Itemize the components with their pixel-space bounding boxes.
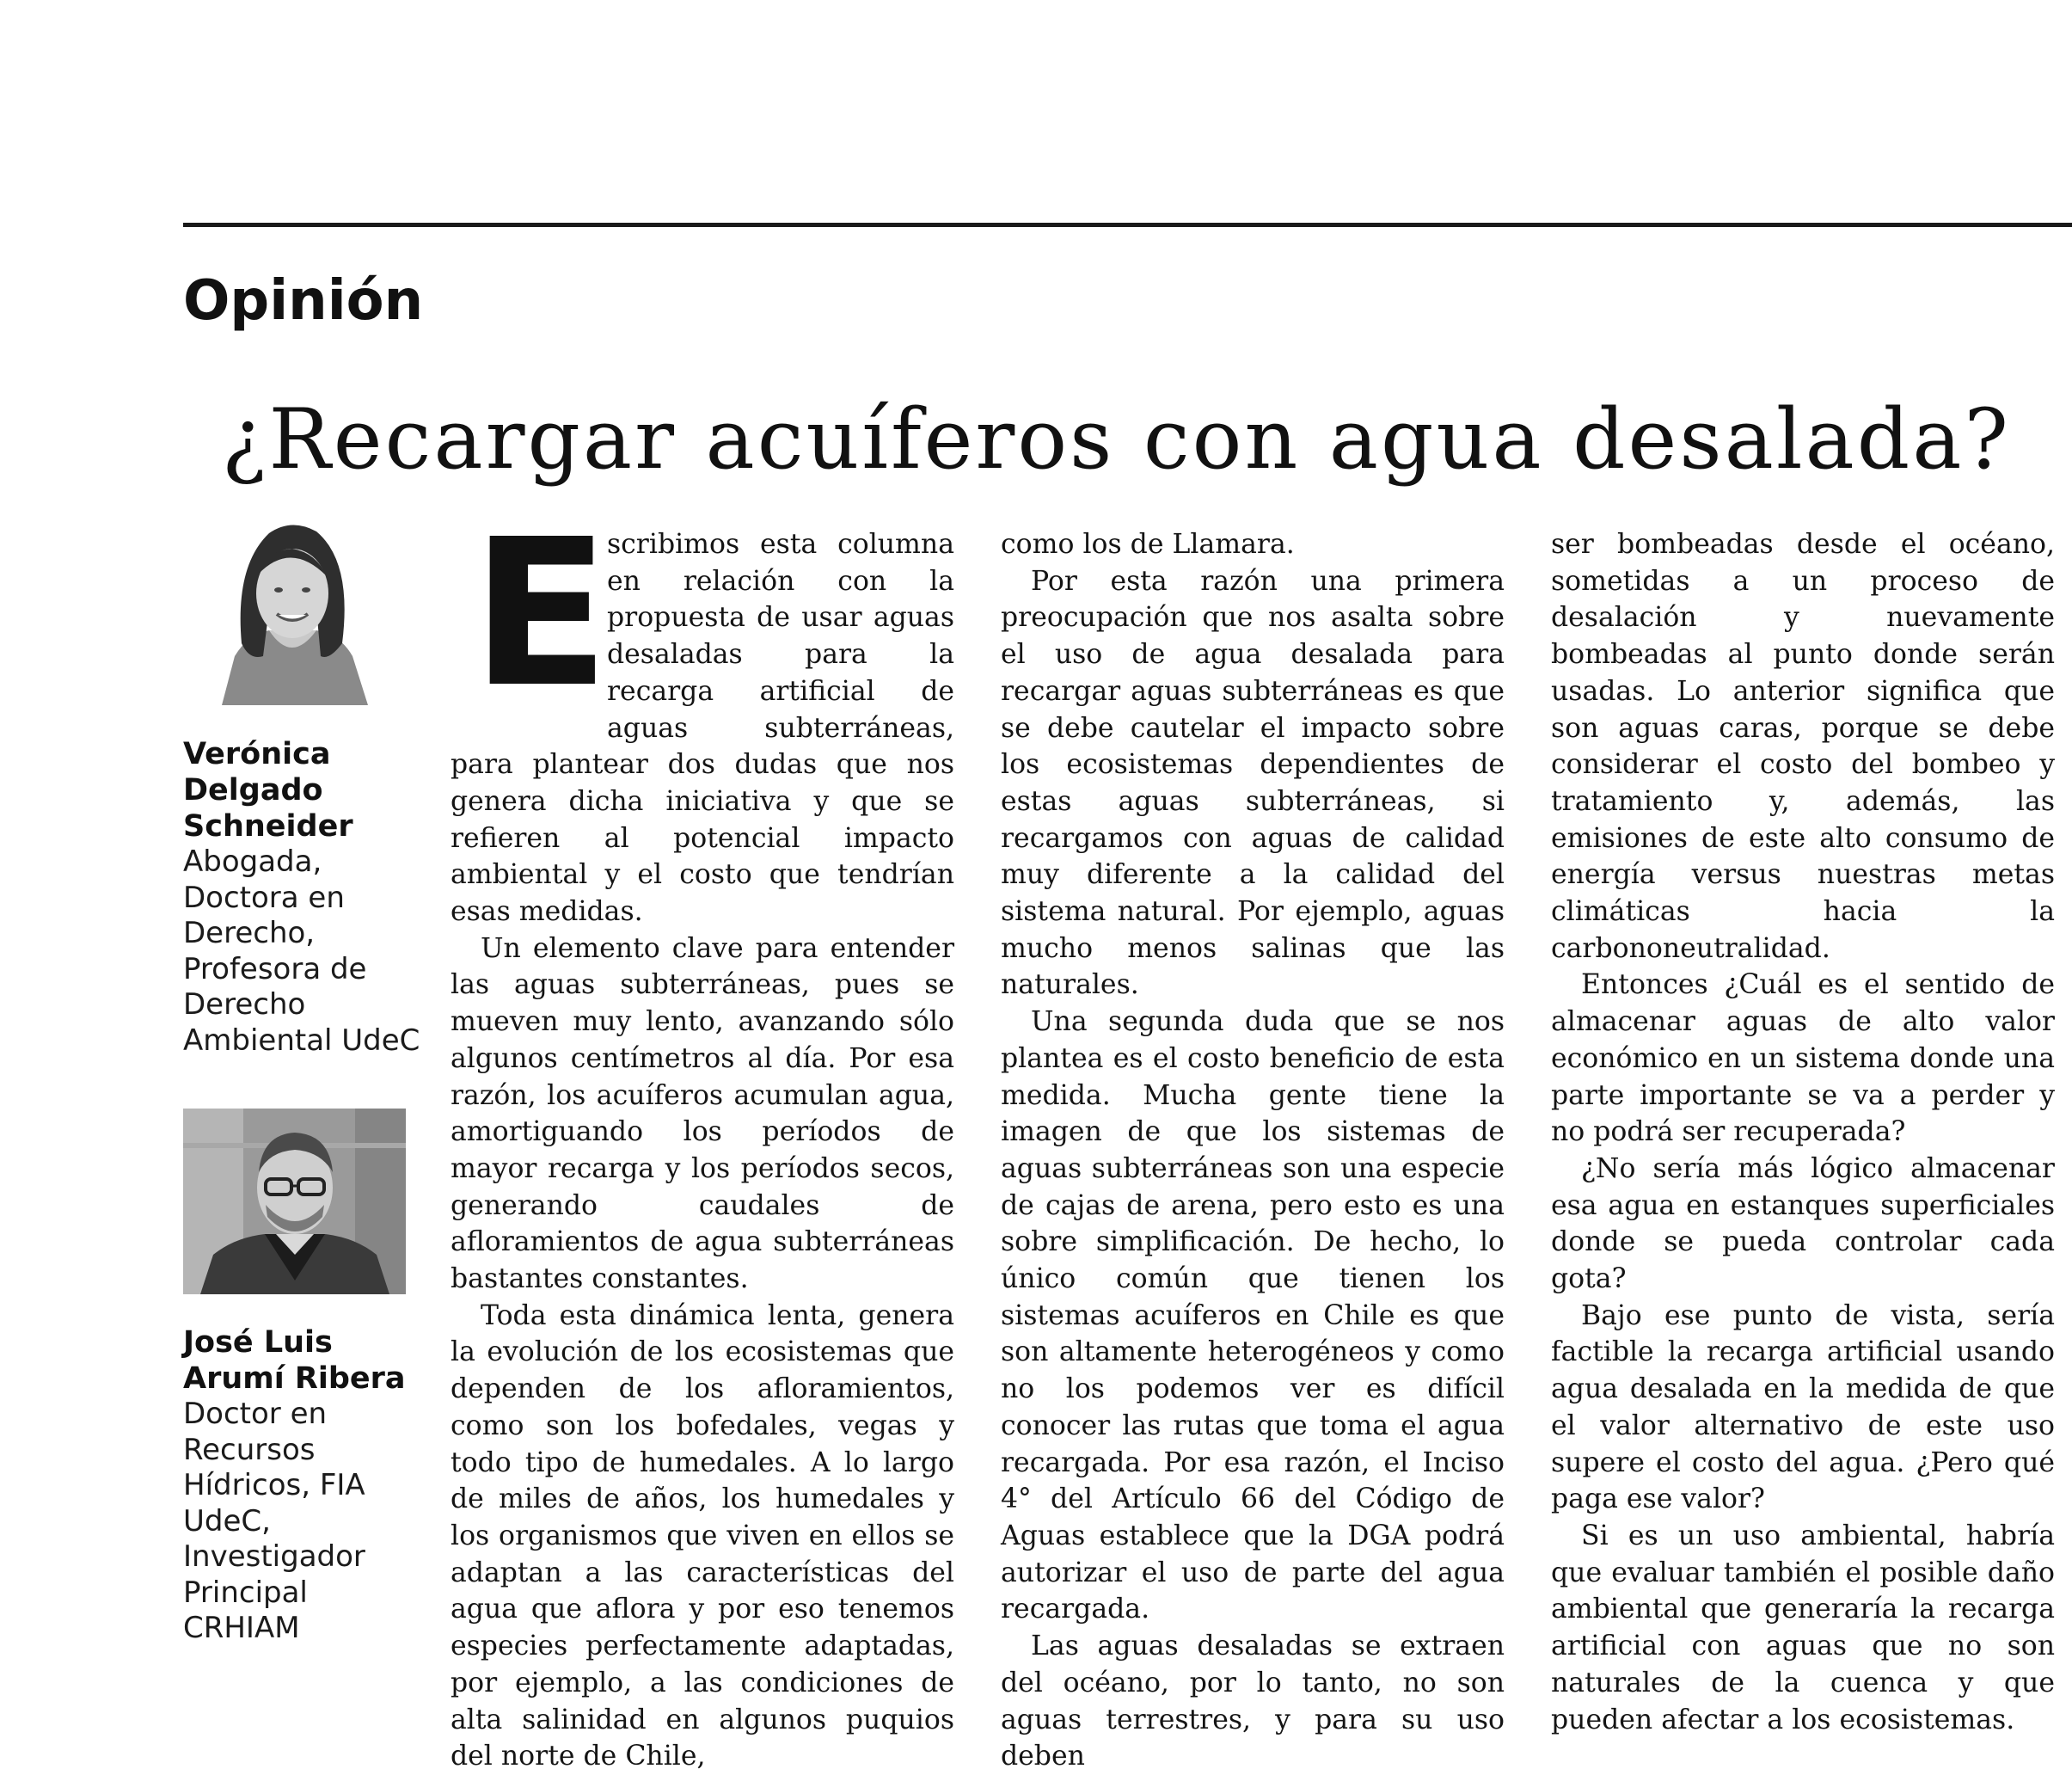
author-role: Abogada, Doctora en Derecho, Profesora de Derecho Ambiental UdeC bbox=[183, 845, 420, 1058]
article-paragraph: Entonces ¿Cuál es el sentido de almacenar aguas de alto valor económico en un sistema donde una parte importante se va a perder y no podrá ser recuperada? bbox=[1551, 969, 2055, 1148]
author-block-arumi bbox=[183, 1324, 432, 1647]
author-name: José Luis Arumí Ribera bbox=[183, 1325, 406, 1396]
article-paragraph: Las aguas desaladas se extraen del océano, por lo tanto, no son aguas terrestres, y para su uso deben bbox=[1001, 1631, 1505, 1772]
article-column-1 bbox=[451, 495, 954, 1775]
article-column-3 bbox=[1551, 526, 2055, 1738]
drop-cap: E bbox=[471, 495, 610, 732]
portrait-man-image bbox=[183, 1109, 406, 1294]
top-rule bbox=[183, 223, 2072, 227]
author-photo-delgado bbox=[187, 514, 395, 705]
article-paragraph: ser bombeadas desde el océano, sometidas a un proceso de desalación y nuevamente bombeadas al punto donde serán usadas. Lo anterior significa que son aguas caras, porque se debe considerar el costo del bombeo y tratamiento y, además, las emisiones de este alto consumo de energía versus nuestras metas climáticas hacia la carbononeutralidad. bbox=[1551, 529, 2055, 964]
author-name: Verónica Delgado Schneider bbox=[183, 737, 353, 844]
author-photo-arumi bbox=[183, 1109, 406, 1294]
article-paragraph: Si es un uso ambiental, habría que evaluar también el posible daño ambiental que generaría la recarga artificial con aguas que no son naturales de la cuenca y que pueden afectar a los ecosistemas. bbox=[1551, 1520, 2055, 1735]
article-paragraph: Una segunda duda que se nos plantea es el costo beneficio de esta medida. Mucha gente tiene la imagen de que los sistemas de aguas subterráneas son una especie de cajas de arena, pero esto es una sobre simplificación. De hecho, lo único común que tienen los sistemas acuíferos en Chile es que son altamente heterogéneos y como no los podemos ver es difícil conocer las rutas que toma el agua recargada. Por esa razón, el Inciso 4° del Artículo 66 del Código de Aguas establece que la DGA podrá autorizar el uso de parte del agua recargada. bbox=[1001, 1006, 1505, 1625]
article-paragraph: Por esta razón una primera preocupación que nos asalta sobre el uso de agua desalada para recargar aguas subterráneas es que se debe cautelar el impacto sobre los ecosistemas dependientes de estas aguas subterráneas, si recargamos con aguas de calidad muy diferente a la calidad del sistema natural. Por ejemplo, aguas mucho menos salinas que las naturales. bbox=[1001, 565, 1505, 1001]
portrait-woman-image bbox=[187, 514, 395, 705]
author-role: Doctor en Recursos Hídricos, FIA UdeC, Investigador Principal CRHIAM bbox=[183, 1397, 365, 1645]
article-paragraph: como los de Llamara. bbox=[1001, 529, 1295, 560]
article-paragraph: scribimos esta columna en relación con la propuesta de usar aguas desaladas para la recarga artificial de aguas subterráneas, para plantear dos dudas que nos genera dicha iniciativa y que se refieren al potencial impacto ambiental y el costo que tendrían esas medidas. bbox=[451, 529, 954, 928]
headline: ¿Recargar acuíferos con agua desalada? bbox=[222, 391, 2011, 488]
article-paragraph: Bajo ese punto de vista, sería factible la recarga artificial usando agua desalada en la medida de que el valor alternativo de este uso supere el costo del agua. ¿Pero qué paga ese valor? bbox=[1551, 1299, 2055, 1515]
article-paragraph: Un elemento clave para entender las aguas subterráneas, pues se mueven muy lento, avanzando sólo algunos centímetros al día. Por esa razón, los acuíferos acumulan agua, amortiguando los períodos de mayor recarga y los períodos secos, generando caudales de afloramientos de agua subterráneas bastantes constantes. bbox=[451, 932, 954, 1295]
section-label: Opinión bbox=[183, 269, 424, 333]
article-paragraph: ¿No sería más lógico almacenar esa agua en estanques superficiales donde se pueda controlar cada gota? bbox=[1551, 1152, 2055, 1295]
author-block-delgado bbox=[183, 736, 432, 1059]
article-column-2 bbox=[1001, 526, 1505, 1775]
article-paragraph: Toda esta dinámica lenta, genera la evolución de los ecosistemas que dependen de los afloramientos, como son los bofedales, vegas y todo tipo de humedales. A lo largo de miles de años, los humedales y los organismos que viven en ellos se adaptan a las características del agua que aflora y por eso tenemos especies perfectamente adaptadas, por ejemplo, a las condiciones de alta salinidad en algunos puquios del norte de Chile, bbox=[451, 1299, 954, 1772]
